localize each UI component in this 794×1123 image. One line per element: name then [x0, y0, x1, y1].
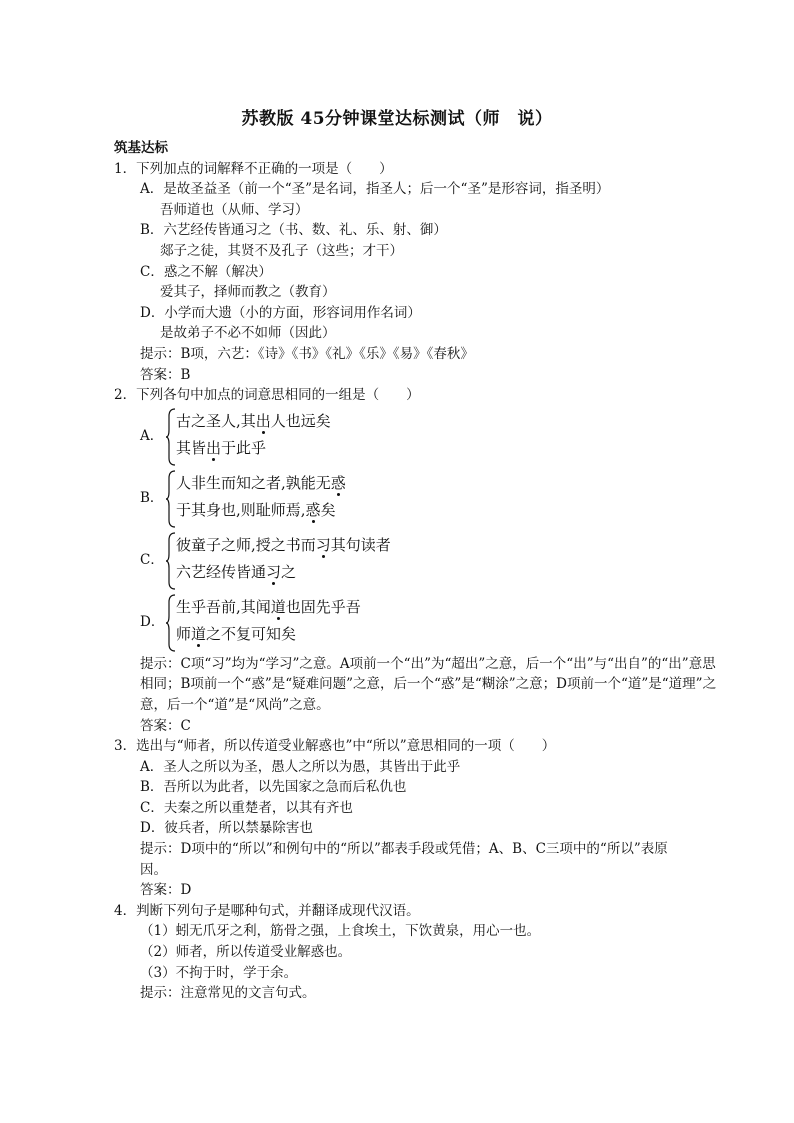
- q2-option-a-line2: 其皆出于此乎: [176, 438, 267, 457]
- dotted-char: 惑: [330, 473, 346, 492]
- q2-option-label: D．: [140, 613, 165, 630]
- q2-answer: 答案：C: [140, 717, 191, 734]
- q2-hint: 提示：C项“习”均为“学习”之意。A项前一个“出”为“超出”之意，后一个“出”与“出自”的“出”意思相同；B项前一个“惑”是“疑难问题”之意，后一个“惑”是“糊涂”之意；D项前一个“道”是“道理”之意，后一个“道”是“风尚”之意。: [140, 655, 717, 713]
- q2-stem: 2．下列各句中加点的词意思相同的一组是（ ）: [114, 387, 420, 404]
- dotted-char: 出: [206, 438, 222, 457]
- q2-option-d-line1: 生乎吾前,其闻道也固先乎吾: [176, 597, 361, 616]
- q1-option-a-sub: 吾师道也（从师、学习）: [160, 201, 309, 218]
- q1-option-a: A．是故圣益圣（前一个“圣”是名词，指圣人；后一个“圣”是形容词，指圣明）: [140, 181, 610, 198]
- q3-hint: 提示：D项中的“所以”和例句中的“所以”都表手段或凭借；A、B、C三项中的“所以”表原因。: [140, 841, 668, 878]
- q4-item-1: （1）蚓无爪牙之利，筋骨之强，上食埃土，下饮黄泉，用心一也。: [140, 923, 541, 940]
- q4-stem: 4．判断下列句子是哪种句式，并翻译成现代汉语。: [114, 902, 420, 919]
- document-body: [114, 138, 717, 1004]
- q1-option-b: B．六艺经传皆通习之（书、数、礼、乐、射、御）: [140, 222, 447, 239]
- q2-option-b: [114, 468, 694, 530]
- q1-option-c: C．惑之不解（解决）: [140, 263, 272, 280]
- q2-option-label: C．: [140, 551, 164, 568]
- q4-item-3: （3）不拘于时，学于余。: [140, 964, 298, 981]
- dotted-char: 习: [266, 562, 282, 581]
- q3-option-b: B．吾所以为此者，以先国家之急而后私仇也: [140, 779, 407, 796]
- dotted-char: 出: [255, 411, 271, 430]
- q2-option-label: A．: [140, 427, 164, 444]
- q3-stem: 3．选出与“师者，所以传道受业解惑也”中“所以”意思相同的一项（ ）: [114, 738, 556, 755]
- q2-option-c-line2: 六艺经传皆通习之: [176, 562, 297, 581]
- q1-option-b-sub: 郯子之徒，其贤不及孔子（这些；才干）: [160, 242, 403, 259]
- q2-option-b-line2: 于其身也,则耻师焉,惑矣: [176, 500, 336, 519]
- q3-option-d: D．彼兵者，所以禁暴除害也: [140, 820, 313, 837]
- brace-icon: [166, 594, 176, 652]
- brace-icon: [166, 470, 176, 528]
- q3-option-a: A．圣人之所以为圣，愚人之所以为愚，其皆出于此乎: [140, 758, 461, 775]
- q2-option-d: [114, 592, 694, 654]
- q2-option-b-line1: 人非生而知之者,孰能无惑: [176, 473, 346, 492]
- q2-option-a-line1: 古之圣人,其出人也远矣: [176, 411, 331, 430]
- q1-stem: 1．下列加点的词解释不正确的一项是（ ）: [114, 160, 393, 177]
- page-title: 苏教版 45分钟课堂达标测试（师 说）: [241, 109, 553, 129]
- q3-option-c: C．夫秦之所以重楚者，以其有齐也: [140, 799, 353, 816]
- dotted-char: 道: [270, 597, 286, 616]
- q1-option-d-sub: 是故弟子不必不如师（因此）: [160, 325, 336, 342]
- dotted-char: 习: [315, 535, 331, 554]
- dotted-char: 惑: [305, 500, 321, 519]
- q2-option-d-line2: 师道之不复可知矣: [176, 624, 297, 643]
- brace-icon: [166, 408, 176, 466]
- brace-icon: [166, 532, 176, 590]
- q1-answer: 答案：B: [140, 366, 191, 383]
- q2-option-c-line1: 彼童子之师,授之书而习其句读者: [176, 535, 391, 554]
- section-heading: 筑基达标: [114, 140, 168, 156]
- q1-hint: 提示：B项，六艺：《诗》《书》《礼》《乐》《易》《春秋》: [140, 345, 474, 362]
- q3-answer: 答案：D: [140, 882, 192, 899]
- q1-option-d: D．小学而大遗（小的方面，形容词用作名词）: [140, 304, 421, 321]
- q4-hint: 提示：注意常见的文言句式。: [140, 985, 316, 1002]
- q1-option-c-sub: 爱其子，择师而教之（教育）: [160, 284, 336, 301]
- q2-option-label: B．: [140, 489, 164, 506]
- q2-option-c: [114, 530, 694, 592]
- q2-option-a: [114, 406, 694, 468]
- q4-item-2: （2）师者，所以传道受业解惑也。: [140, 944, 352, 961]
- dotted-char: 道: [191, 624, 207, 643]
